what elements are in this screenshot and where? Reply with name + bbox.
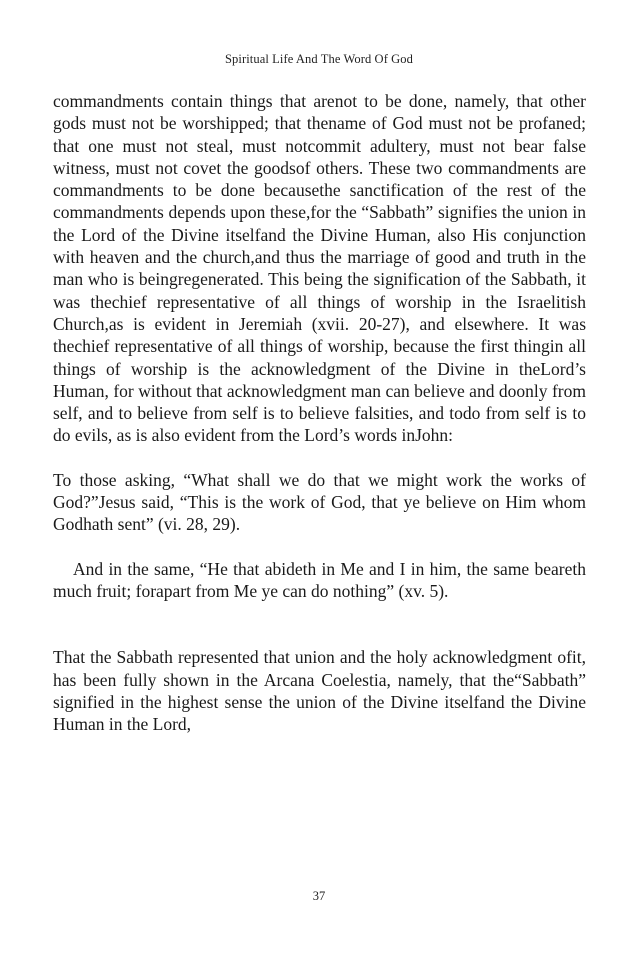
page-body	[53, 90, 586, 735]
body-paragraph: commandments contain things that arenot to be done, namely, that other gods must not be worshipped; that thename of God must not be profaned; that one must not steal, must notcommit adultery, must not bear false witness, must not covet the goodsof others. These two commandments are commandments to be done becausethe sanctification of the rest of the commandments depends upon these,for the “Sabbath” signifies the union in the Lord of the Divine itselfand the Divine Human, also His conjunction with heaven and the church,and thus the marriage of good and truth in the man who is beingregenerated. This being the signification of the Sabbath, it was thechief representative of all things of worship in the Israelitish Church,as is evident in Jeremiah (xvii. 20-27), and elsewhere. It was thechief representative of all things of worship, because the first thingin all things of worship is the acknowledgment of the Divine in theLord’s Human, for without that acknowledgment man can believe and doonly from self, and to believe from self is to believe falsities, and todo from self is to do evils, as is also evident from the Lord’s words inJohn:	[53, 91, 586, 446]
quote-paragraph: To those asking, “What shall we do that we might work the works of God?”Jesus said, “This is the work of God, that ye believe on Him whom Godhath sent” (vi. 28, 29).	[53, 469, 586, 535]
quote-paragraph: And in the same, “He that abideth in Me and I in him, the same beareth much fruit; forapart from Me ye can do nothing” (xv. 5).	[53, 558, 586, 601]
running-header: Spiritual Life And The Word Of God	[224, 52, 414, 66]
body-paragraph: That the Sabbath represented that union and the holy acknowledgment ofit, has been fully shown in the Arcana Coelestia, namely, that the“Sabbath” signified in the highest sense the union of the Divine itselfand the Divine Human in the Lord,	[53, 647, 586, 735]
page-number: 37	[312, 889, 326, 903]
